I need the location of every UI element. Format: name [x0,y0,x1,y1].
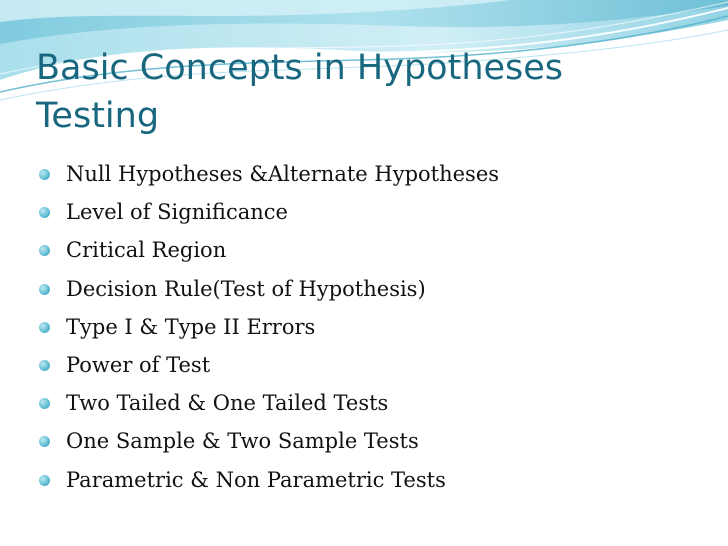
bullet-text: Level of Significance [66,200,288,225]
bullet-text: Type I & Type II Errors [66,314,316,339]
bullet-item [0,425,700,463]
bullet-dot-icon [39,207,50,218]
bullet-text: Decision Rule(Test of Hypothesis) [66,276,426,301]
bullet-dot-icon [39,360,50,371]
bullet-dot-icon [39,398,50,409]
bullet-dot-icon [39,245,50,256]
bullet-text: Null Hypotheses &Alternate Hypotheses [66,162,500,186]
bullet-list [0,158,700,502]
bullet-dot-icon [39,436,50,447]
slide-title: Basic Concepts in Hypotheses Testing [36,48,564,136]
bullet-dot-icon [39,322,50,333]
bullet-item [0,234,700,272]
bullet-item [0,196,700,234]
bullet-dot-icon [39,169,50,180]
bullet-dot-icon [39,475,50,486]
bullet-item [0,311,700,349]
bullet-text: Critical Region [66,238,227,263]
bullet-text: Parametric & Non Parametric Tests [66,467,446,492]
bullet-text: Two Tailed & One Tailed Tests [66,391,389,416]
bullet-text: One Sample & Two Sample Tests [66,429,419,454]
bullet-item [0,464,700,502]
bullet-text: Power of Test [66,352,211,377]
bullet-item [0,387,700,425]
bullet-dot-icon [39,284,50,295]
bullet-item [0,273,700,311]
bullet-item [0,349,700,387]
bullet-item [0,158,700,196]
